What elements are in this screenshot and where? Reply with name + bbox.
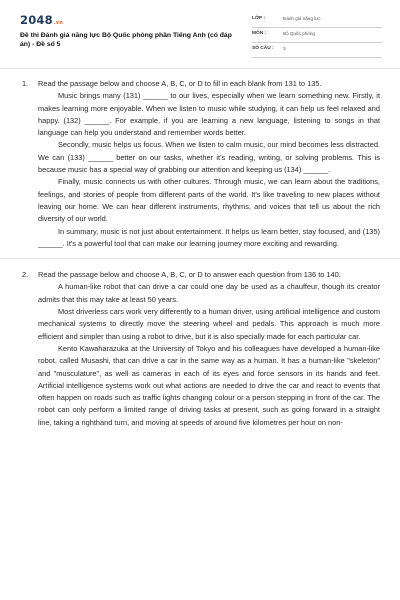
passage-paragraph: Most driverless cars work very differently to a human driver, using artificial intelligence and custom mechanical systems to directly move the steering wheel and pedals. This approach is much more efficient and simpler than using a robot to drive, but it is also specially made for each particular car. (38, 307, 380, 341)
question-separator (0, 258, 400, 259)
meta-row-class (252, 13, 382, 28)
passage-paragraph: Kento Kawaharazuka at the University of Tokyo and his colleagues have developed a human-like robot, called Musashi, that can drive a car in the same way as a human. It has a human-like "skeleton" and "musculature", as well as cameras in each of its eyes and force sensors in its hands and feet. Artificial intelligence systems work out what actions are needed to drive the car and react to events that often happen on roads such as traffic lights changing colour or a person stepping in front of the car. The robot can only perform a limited range of driving tasks at present, such as going forward in a straight line, taking a righthand turn, and moving at speeds of around five kilometres per hour on non- (38, 343, 380, 427)
meta-value: Bộ Quốc phòng (283, 31, 315, 36)
passage-paragraph: Secondly, music helps us focus. When we listen to calm music, our mind becomes less distracted. We can (133) ______ better on our tasks, whether it's reading, writing, or solving problems. This is because music has a special way of grabbing our attention and keeping us (134) ______. (38, 140, 380, 175)
logo-suffix: .vn (53, 20, 64, 26)
meta-label: MÔN : (252, 31, 267, 36)
passage-paragraph: A human-like robot that can drive a car could one day be used as a chauffeur, though its creator admits that this may take at least 50 years. (38, 282, 380, 304)
meta-value: Đánh giá năng lực (283, 16, 321, 21)
document-title: Đề thi Đánh giá năng lực Bộ Quốc phòng phần Tiếng Anh (có đáp án) - Đề số 5 (20, 32, 232, 48)
passage-paragraph: Finally, music connects us with other cultures. Through music, we can learn about the traditions, feelings, and stories of people from different parts of the world. It's like traveling to new places without leaving our home. We can hear different instruments, rhythms, and voices that tell us about the rich diversity of our world. (38, 177, 380, 224)
meta-row-question-count (252, 43, 382, 58)
questions-content (0, 78, 400, 429)
question-number: 2. (22, 270, 29, 280)
document-meta (252, 13, 382, 58)
page-header (0, 0, 400, 64)
question-prompt: Read the passage below and choose A, B, C, or D to answer each question from 136 to 140. (38, 270, 341, 280)
logo-text: 2048 (20, 13, 53, 27)
passage-paragraph: Music brings many (131) ______ to our lives, especially when we learn something new. Firstly, it makes learning more enjoyable. When we listen to music while studying, it can help us feel relaxed and happy. (132) ______. For example, if you are learning a new language, listening to songs in that language can help you understand and remember words better. (38, 91, 380, 138)
meta-row-subject (252, 28, 382, 43)
question-prompt: Read the passage below and choose A, B, C, or D to fill in each blank from 131 to 135. (38, 79, 322, 88)
meta-label: LỚP : (252, 16, 266, 21)
question-2 (0, 269, 400, 429)
question-number: 1. (22, 79, 29, 88)
passage-paragraph: In summary, music is not just about entertainment. It helps us learn better, stay focused, and (135) ______. It's a powerful tool that can make our learning journey more exciting and rewarding. (38, 226, 380, 248)
question-1 (0, 78, 400, 250)
site-logo[interactable] (20, 13, 63, 27)
header-divider (0, 68, 400, 69)
meta-value: 3 (283, 46, 286, 51)
meta-label: SỐ CÂU : (252, 46, 274, 51)
